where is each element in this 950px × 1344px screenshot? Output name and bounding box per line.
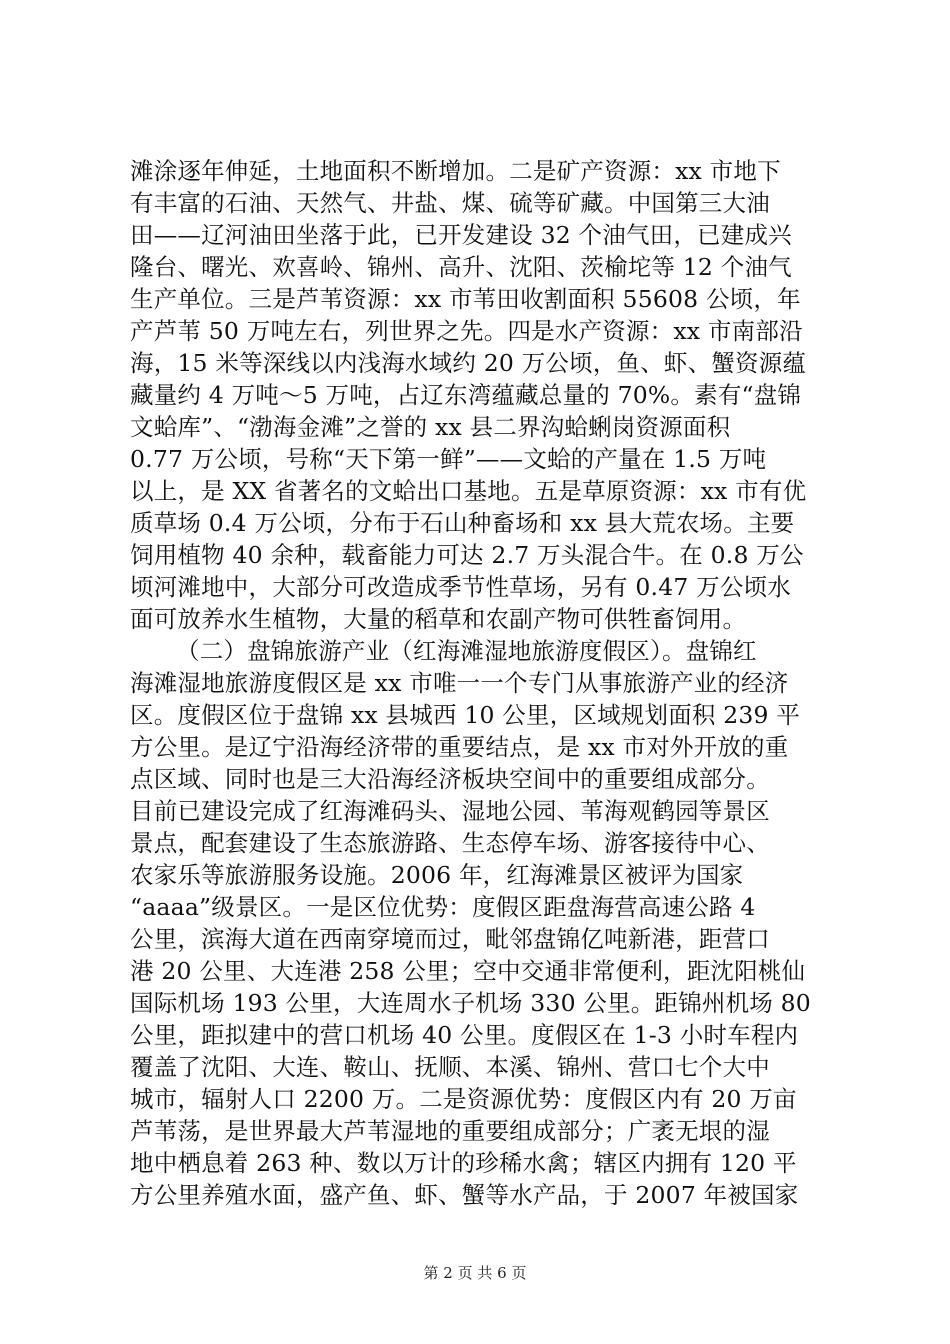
text-line: 覆盖了沈阳、大连、鞍山、抚顺、本溪、锦州、营口七个大中 xyxy=(130,1053,770,1081)
text-line: 藏量约 4 万吨～5 万吨，占辽东湾蕴藏总量的 70%。素有“盘锦 xyxy=(130,381,802,409)
text-line: 公里，距拟建中的营口机场 40 公里。度假区在 1-3 小时车程内 xyxy=(130,1021,799,1049)
text-line: 方公里。是辽宁沿海经济带的重要结点，是 xx 市对外开放的重 xyxy=(130,733,789,761)
text-line: 0.77 万公顷，号称“天下第一鲜”——文蛤的产量在 1.5 万吨 xyxy=(130,445,767,473)
text-line: 地中栖息着 263 种、数以万计的珍稀水禽；辖区内拥有 120 平 xyxy=(130,1149,797,1177)
paragraph-start-line: （二）盘锦旅游产业（红海滩湿地旅游度假区）。盘锦红 xyxy=(176,637,757,665)
text-line: 隆台、曙光、欢喜岭、锦州、高升、沈阳、茨榆坨等 12 个油气 xyxy=(130,253,792,281)
page-footer xyxy=(0,1262,950,1283)
text-line: 有丰富的石油、天然气、井盐、煤、硫等矿藏。中国第三大油 xyxy=(130,189,770,217)
text-line: 以上，是 XX 省著名的文蛤出口基地。五是草原资源：xx 市有优 xyxy=(130,477,807,505)
text-line: 区。度假区位于盘锦 xx 县城西 10 公里，区域规划面积 239 平 xyxy=(130,701,801,729)
text-line: 质草场 0.4 万公顷，分布于石山种畜场和 xx 县大荒农场。主要 xyxy=(130,509,795,537)
text-line: 生产单位。三是芦苇资源：xx 市苇田收割面积 55608 公顷，年 xyxy=(130,285,801,313)
text-line: 田——辽河油田坐落于此，已开发建设 32 个油气田，已建成兴 xyxy=(130,221,792,249)
text-line: 点区域、同时也是三大沿海经济板块空间中的重要组成部分。 xyxy=(130,765,770,793)
text-line: 面可放养水生植物，大量的稻草和农副产物可供牲畜饲用。 xyxy=(130,605,747,633)
text-line: “aaaa”级景区。一是区位优势：度假区距盘海营高速公路 4 xyxy=(130,893,756,921)
page-number-label: 第 2 页 共 6 页 xyxy=(423,1264,527,1282)
text-line: 农家乐等旅游服务设施。2006 年，红海滩景区被评为国家 xyxy=(130,861,744,889)
body-text xyxy=(130,155,830,1211)
text-line: 滩涂逐年伸延，土地面积不断增加。二是矿产资源：xx 市地下 xyxy=(130,157,781,185)
text-line: 国际机场 193 公里，大连周水子机场 330 公里。距锦州机场 80 xyxy=(130,989,811,1017)
text-line: 产芦苇 50 万吨左右，列世界之先。四是水产资源：xx 市南部沿 xyxy=(130,317,803,345)
text-line: 海，15 米等深线以内浅海水域约 20 万公顷，鱼、虾、蟹资源蕴 xyxy=(130,349,807,377)
text-line: 文蛤库”、“渤海金滩”之誉的 xx 县二界沟蛤蜊岗资源面积 xyxy=(130,413,731,441)
text-line: 目前已建设完成了红海滩码头、湿地公园、苇海观鹤园等景区 xyxy=(130,797,770,825)
text-line: 方公里养殖水面，盛产鱼、虾、蟹等水产品，于 2007 年被国家 xyxy=(130,1181,799,1209)
text-line: 芦苇荡，是世界最大芦苇湿地的重要组成部分；广袤无垠的湿 xyxy=(130,1117,770,1145)
text-line: 饲用植物 40 余种，载畜能力可达 2.7 万头混合牛。在 0.8 万公 xyxy=(130,541,804,569)
text-line: 公里，滨海大道在西南穿境而过，毗邻盘锦亿吨新港，距营口 xyxy=(130,925,770,953)
text-line: 景点，配套建设了生态旅游路、生态停车场、游客接待中心、 xyxy=(130,829,770,857)
text-line: 城市，辐射人口 2200 万。二是资源优势：度假区内有 20 万亩 xyxy=(130,1085,797,1113)
text-line: 港 20 公里、大连港 258 公里；空中交通非常便利，距沈阳桃仙 xyxy=(130,957,806,985)
text-line: 海滩湿地旅游度假区是 xx 市唯一一个专门从事旅游产业的经济 xyxy=(130,669,789,697)
text-line: 顷河滩地中，大部分可改造成季节性草场，另有 0.47 万公顷水 xyxy=(130,573,791,601)
